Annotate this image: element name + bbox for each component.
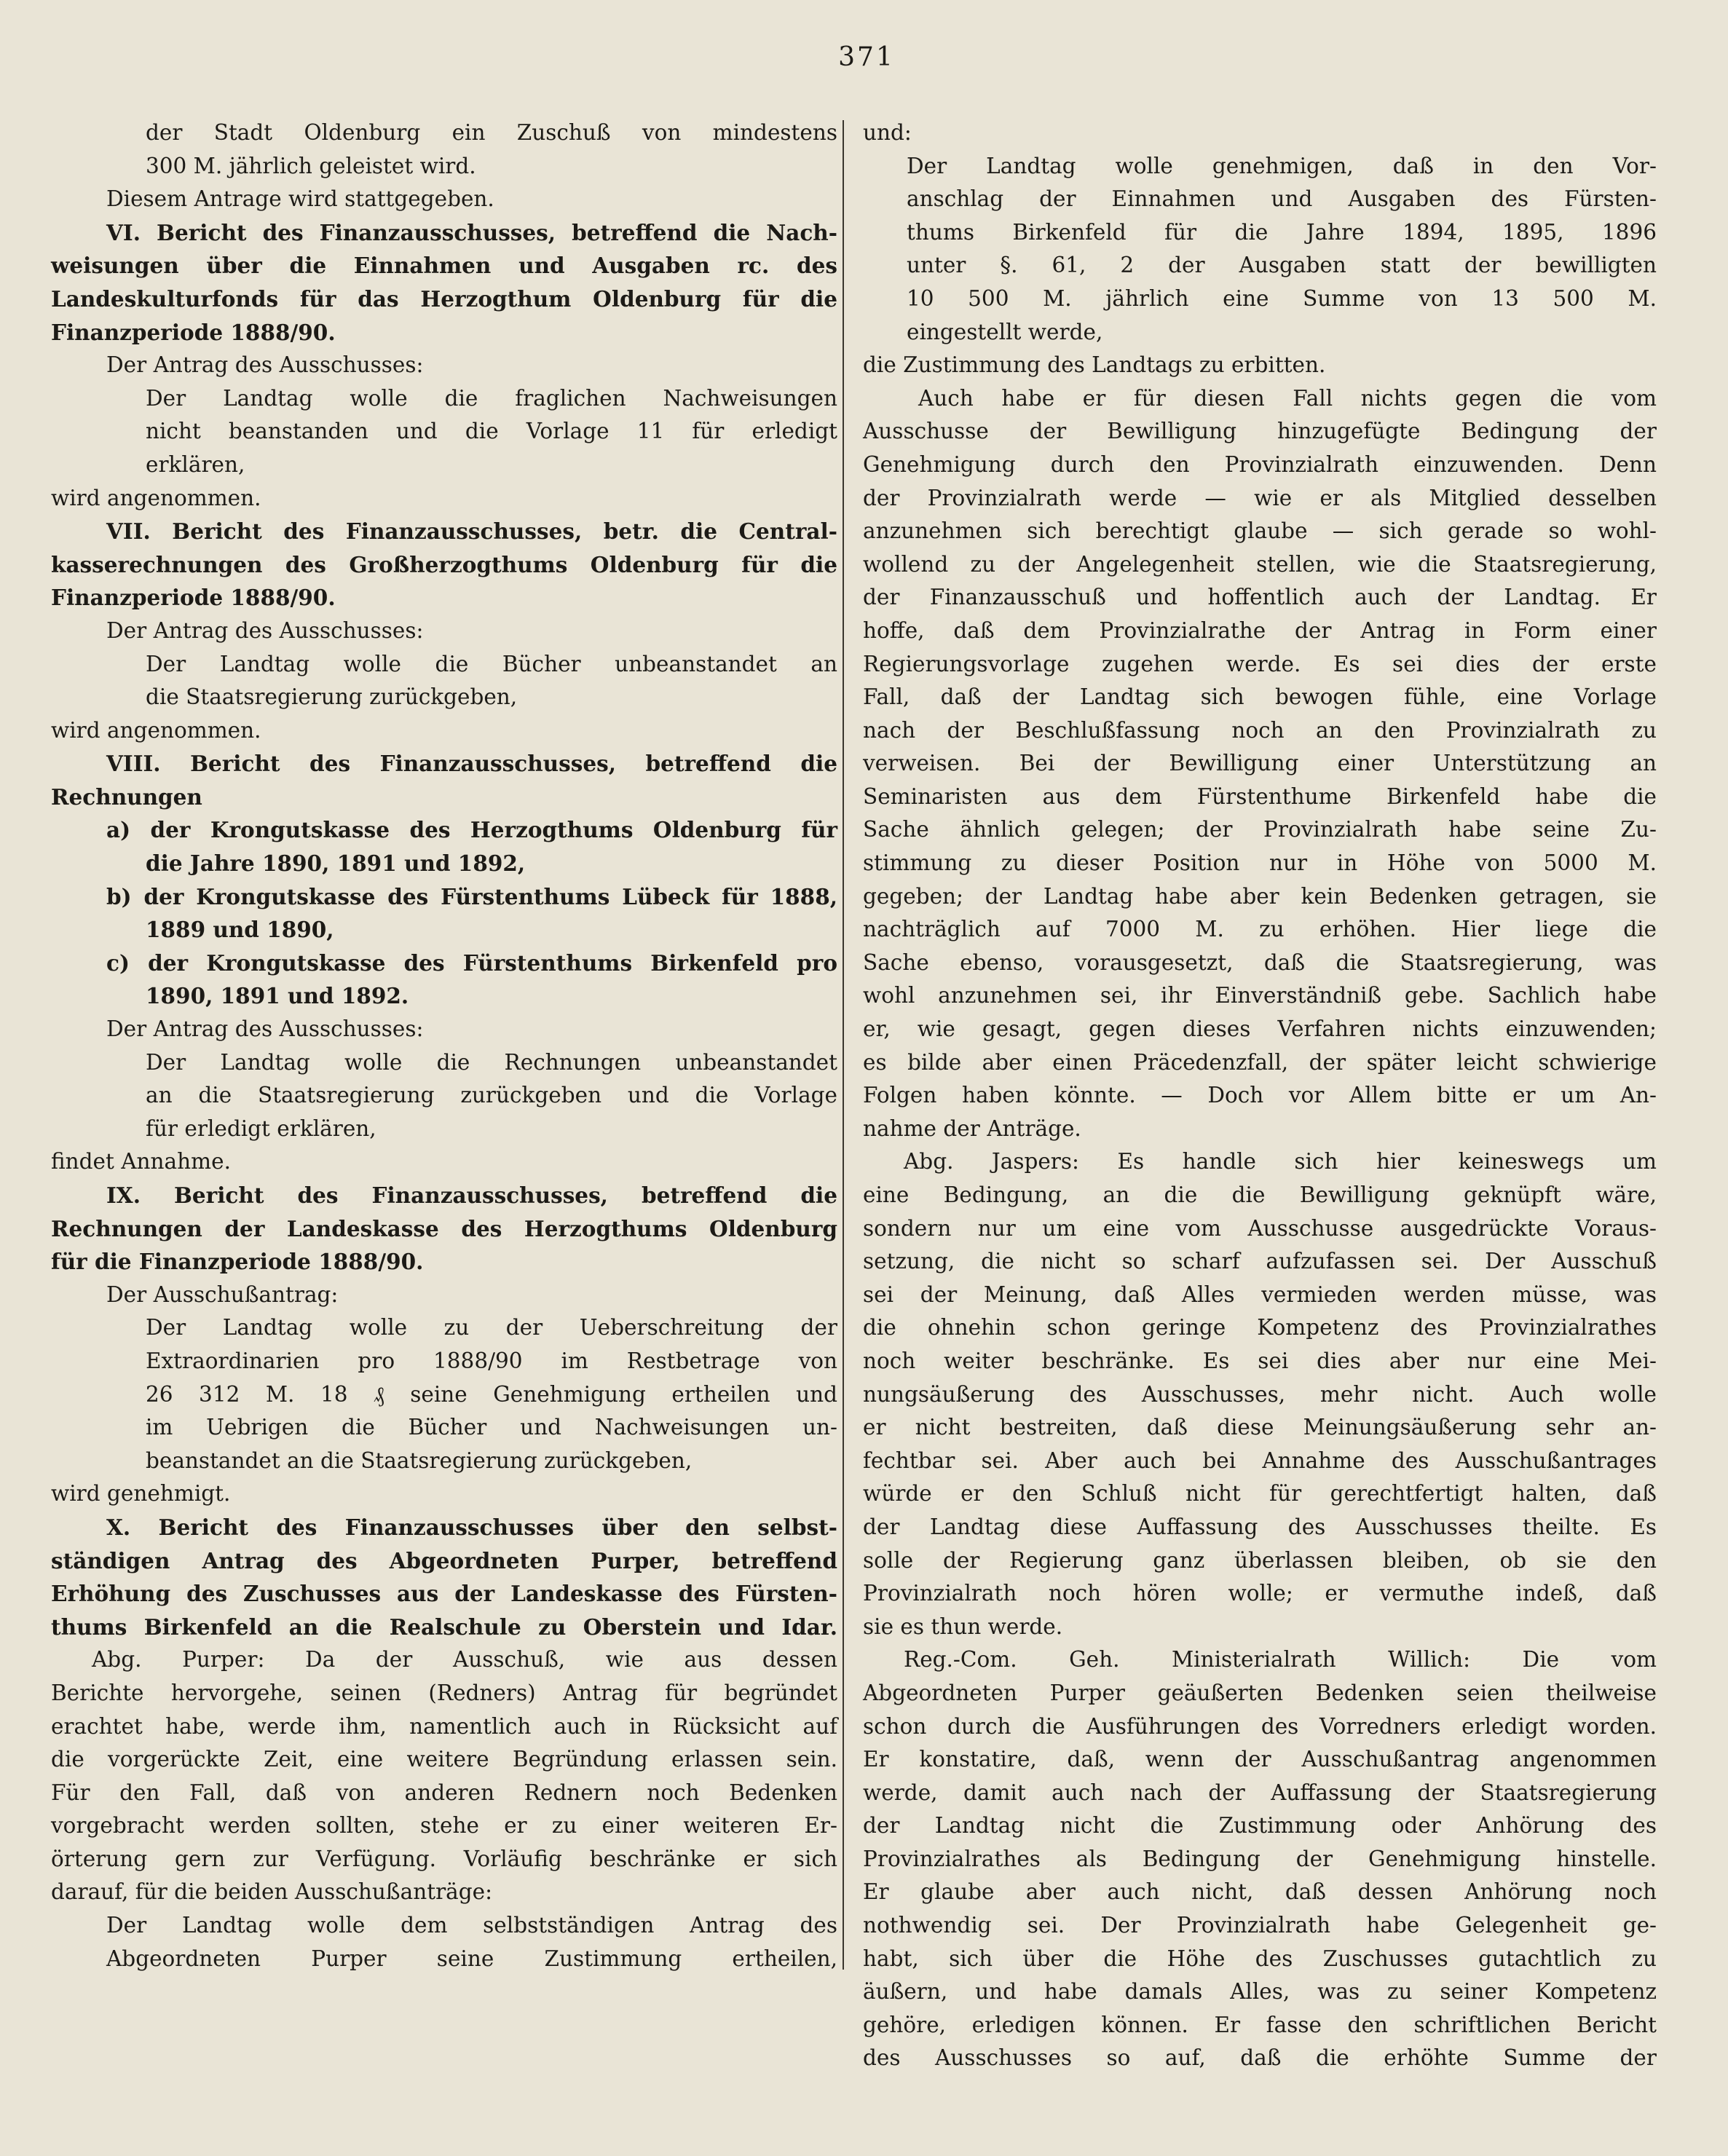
text-line: gehöre, erledigen können. Er fasse den schriftlichen Bericht bbox=[863, 2012, 1657, 2037]
text-line: 1889 und 1890, bbox=[146, 917, 334, 943]
text-line: für erledigt erklären, bbox=[146, 1115, 376, 1141]
text-line: es bilde aber einen Präcedenzfall, der später leicht schwierige bbox=[863, 1049, 1657, 1075]
text-line: Der Landtag wolle dem selbstständigen Antrag des bbox=[106, 1913, 837, 1938]
text-line: und: bbox=[863, 120, 912, 145]
text-line: c) der Krongutskasse des Fürstenthums Birkenfeld pro bbox=[106, 949, 837, 976]
text-line: Sache ebenso, vorausgesetzt, daß die Staatsregierung, was bbox=[863, 949, 1657, 975]
text-line: findet Annahme. bbox=[51, 1149, 231, 1174]
text-line: Der Antrag des Ausschusses: bbox=[106, 352, 424, 378]
text-line: erachtet habe, werde ihm, namentlich auch in Rücksicht auf bbox=[51, 1713, 837, 1739]
text-line: sie es thun werde. bbox=[863, 1614, 1063, 1639]
text-line: Auch habe er für diesen Fall nichts gegen die vom bbox=[918, 385, 1657, 411]
text-line: würde er den Schluß nicht für gerechtfertigt halten, daß bbox=[863, 1481, 1657, 1507]
text-line: die Zustimmung des Landtags zu erbitten. bbox=[863, 352, 1326, 378]
text-line: gegeben; der Landtag habe aber kein Bedenken getragen, sie bbox=[863, 883, 1657, 909]
text-line: Der Antrag des Ausschusses: bbox=[106, 617, 424, 643]
text-line: thums Birkenfeld an die Realschule zu Oberstein und Idar. bbox=[51, 1614, 837, 1640]
text-line: Abg. Jaspers: Es handle sich hier keineswegs um bbox=[904, 1149, 1657, 1174]
text-line: für die Finanzperiode 1888/90. bbox=[51, 1249, 424, 1275]
text-line: sei der Meinung, daß Alles vermieden werden müsse, was bbox=[863, 1282, 1657, 1307]
text-line: VI. Bericht des Finanzausschusses, betreffend die Nach- bbox=[106, 219, 837, 245]
text-line: er nicht bestreiten, daß diese Meinungsäußerung sehr an- bbox=[863, 1415, 1657, 1440]
text-line: Abgeordneten Purper geäußerten Bedenken seien theilweise bbox=[863, 1680, 1657, 1705]
text-line: Finanzperiode 1888/90. bbox=[51, 585, 336, 611]
text-line: anschlag der Einnahmen und Ausgaben des Fürsten- bbox=[907, 186, 1657, 212]
text-line: nahme der Anträge. bbox=[863, 1115, 1081, 1141]
text-line: wollend zu der Angelegenheit stellen, wie die Staatsregierung, bbox=[863, 551, 1657, 577]
text-line: beanstandet an die Staatsregierung zurückgeben, bbox=[146, 1448, 693, 1473]
text-line: des Ausschusses so auf, daß die erhöhte Summe der bbox=[863, 2045, 1657, 2071]
text-line: Er konstatire, daß, wenn der Ausschußantrag angenommen bbox=[863, 1747, 1657, 1772]
text-line: Abgeordneten Purper seine Zustimmung ertheilen, bbox=[106, 1946, 837, 1971]
text-line: an die Staatsregierung zurückgeben und die Vorlage bbox=[146, 1083, 837, 1108]
text-line: Er glaube aber auch nicht, daß dessen Anhörung noch bbox=[863, 1879, 1657, 1905]
text-line: die Staatsregierung zurückgeben, bbox=[146, 684, 518, 710]
text-line: weisungen über die Einnahmen und Ausgaben rc. des bbox=[51, 253, 837, 279]
text-line: Provinzialrathes als Bedingung der Genehmigung hinstelle. bbox=[863, 1846, 1657, 1871]
text-line: der Provinzialrath werde — wie er als Mitglied desselben bbox=[863, 485, 1657, 510]
text-line: Sache ähnlich gelegen; der Provinzialrath habe seine Zu- bbox=[863, 817, 1657, 842]
text-line: Regierungsvorlage zugehen werde. Es sei dies der erste bbox=[863, 651, 1657, 676]
text-line: Genehmigung durch den Provinzialrath einzuwenden. Denn bbox=[863, 451, 1657, 477]
text-line: Reg.-Com. Geh. Ministerialrath Willich: Die vom bbox=[904, 1647, 1657, 1673]
text-line: die vorgerückte Zeit, eine weitere Begründung erlassen sein. bbox=[51, 1747, 837, 1772]
text-line: darauf, für die beiden Ausschußanträge: bbox=[51, 1879, 493, 1905]
text-line: kasserechnungen des Großherzogthums Oldenburg für die bbox=[51, 551, 837, 577]
text-line: 26 312 M. 18 ₰ seine Genehmigung ertheilen und bbox=[146, 1381, 837, 1407]
text-line: wird genehmigt. bbox=[51, 1481, 231, 1507]
page-number: 371 bbox=[838, 42, 895, 72]
text-line: nungsäußerung des Ausschusses, mehr nicht. Auch wolle bbox=[863, 1381, 1657, 1407]
text-line: eingestellt werde, bbox=[907, 319, 1103, 344]
text-line: Erhöhung des Zuschusses aus der Landeskasse des Fürsten- bbox=[51, 1581, 837, 1607]
text-line: werde, damit auch nach der Auffassung der Staatsregierung bbox=[863, 1780, 1657, 1805]
text-line: der Landtag nicht die Zustimmung oder Anhörung des bbox=[863, 1813, 1657, 1839]
text-line: Abg. Purper: Da der Ausschuß, wie aus dessen bbox=[92, 1647, 837, 1673]
text-line: Finanzperiode 1888/90. bbox=[51, 319, 336, 345]
text-line: Der Landtag wolle zu der Ueberschreitung der bbox=[146, 1315, 837, 1340]
text-line: a) der Krongutskasse des Herzogthums Oldenburg für bbox=[106, 817, 837, 843]
text-line: erklären, bbox=[146, 451, 245, 477]
text-line: nicht beanstanden und die Vorlage 11 für erledigt bbox=[146, 419, 837, 444]
text-line: Folgen haben könnte. — Doch vor Allem bitte er um An- bbox=[863, 1083, 1657, 1108]
text-line: Diesem Antrage wird stattgegeben. bbox=[106, 186, 494, 212]
text-line: habt, sich über die Höhe des Zuschusses gutachtlich zu bbox=[863, 1946, 1657, 1971]
text-line: wird angenommen. bbox=[51, 717, 261, 743]
text-line: der Stadt Oldenburg ein Zuschuß von mindestens bbox=[146, 120, 837, 145]
text-line: Ausschusse der Bewilligung hinzugefügte Bedingung der bbox=[863, 419, 1657, 444]
text-line: Provinzialrath noch hören wolle; er vermuthe indeß, daß bbox=[863, 1581, 1657, 1606]
text-line: Der Antrag des Ausschusses: bbox=[106, 1016, 424, 1042]
text-line: schon durch die Ausführungen des Vorredners erledigt worden. bbox=[863, 1713, 1657, 1739]
text-line: Rechnungen der Landeskasse des Herzogthums Oldenburg bbox=[51, 1215, 837, 1241]
text-line: setzung, die nicht so scharf aufzufassen sei. Der Ausschuß bbox=[863, 1249, 1657, 1274]
text-line: im Uebrigen die Bücher und Nachweisungen un- bbox=[146, 1415, 837, 1440]
text-line: Der Landtag wolle genehmigen, daß in den Vor- bbox=[907, 153, 1657, 178]
text-line: verweisen. Bei der Bewilligung einer Unterstützung an bbox=[863, 751, 1657, 776]
text-line: örterung gern zur Verfügung. Vorläufig beschränke er sich bbox=[51, 1846, 837, 1871]
text-line: ständigen Antrag des Abgeordneten Purper, betreffend bbox=[51, 1547, 837, 1573]
text-line: wird angenommen. bbox=[51, 485, 261, 510]
text-line: sondern nur um eine vom Ausschusse ausgedrückte Voraus- bbox=[863, 1215, 1657, 1241]
text-line: X. Bericht des Finanzausschusses über den selbst- bbox=[106, 1514, 837, 1540]
text-line: Berichte hervorgehe, seinen (Redners) Antrag für begründet bbox=[51, 1680, 837, 1705]
text-line: Landeskulturfonds für das Herzogthum Oldenburg für die bbox=[51, 285, 837, 312]
text-line: stimmung zu dieser Position nur in Höhe von 5000 M. bbox=[863, 850, 1657, 876]
left-column bbox=[51, 117, 837, 1975]
text-line: 1890, 1891 und 1892. bbox=[146, 983, 409, 1009]
right-column bbox=[863, 117, 1657, 2075]
text-line: Der Ausschußantrag: bbox=[106, 1282, 339, 1307]
text-line: nachträglich auf 7000 M. zu erhöhen. Hier liege die bbox=[863, 917, 1657, 942]
text-line: 300 M. jährlich geleistet wird. bbox=[146, 153, 476, 178]
text-line: anzunehmen sich berechtigt glaube — sich gerade so wohl- bbox=[863, 518, 1657, 544]
text-line: fechtbar sei. Aber auch bei Annahme des Ausschußantrages bbox=[863, 1448, 1657, 1473]
text-line: Der Landtag wolle die Bücher unbeanstandet an bbox=[146, 651, 837, 676]
text-line: äußern, und habe damals Alles, was zu seiner Kompetenz bbox=[863, 1979, 1657, 2005]
text-line: Der Landtag wolle die Rechnungen unbeanstandet bbox=[146, 1049, 837, 1075]
text-line: Extraordinarien pro 1888/90 im Restbetrage von bbox=[146, 1348, 837, 1373]
text-line: Für den Fall, daß von anderen Rednern noch Bedenken bbox=[51, 1780, 837, 1805]
text-line: die ohnehin schon geringe Kompetenz des Provinzialrathes bbox=[863, 1315, 1657, 1340]
text-line: IX. Bericht des Finanzausschusses, betreffend die bbox=[106, 1182, 837, 1208]
text-line: der Landtag diese Auffassung des Ausschusses theilte. Es bbox=[863, 1514, 1657, 1539]
text-line: b) der Krongutskasse des Fürstenthums Lübeck für 1888, bbox=[106, 883, 837, 909]
text-line: nach der Beschlußfassung noch an den Provinzialrath zu bbox=[863, 717, 1657, 743]
text-line: noch weiter beschränke. Es sei dies aber nur eine Mei- bbox=[863, 1348, 1657, 1373]
text-line: VIII. Bericht des Finanzausschusses, betreffend die bbox=[106, 751, 837, 777]
text-line: er, wie gesagt, gegen dieses Verfahren nichts einzuwenden; bbox=[863, 1016, 1657, 1042]
text-line: eine Bedingung, an die die Bewilligung geknüpft wäre, bbox=[863, 1182, 1657, 1207]
text-line: VII. Bericht des Finanzausschusses, betr. die Central- bbox=[106, 518, 837, 545]
text-line: Der Landtag wolle die fraglichen Nachweisungen bbox=[146, 385, 837, 411]
text-line: der Finanzausschuß und hoffentlich auch der Landtag. Er bbox=[863, 585, 1657, 610]
text-line: thums Birkenfeld für die Jahre 1894, 1895, 1896 bbox=[907, 219, 1657, 245]
column-divider bbox=[843, 120, 844, 1970]
text-line: Seminaristen aus dem Fürstenthume Birkenfeld habe die bbox=[863, 783, 1657, 809]
text-line: Rechnungen bbox=[51, 783, 202, 810]
text-line: Fall, daß der Landtag sich bewogen fühle, eine Vorlage bbox=[863, 684, 1657, 710]
text-line: vorgebracht werden sollten, stehe er zu einer weiteren Er- bbox=[51, 1813, 837, 1839]
text-line: hoffe, daß dem Provinzialrathe der Antrag in Form einer bbox=[863, 617, 1657, 643]
text-line: solle der Regierung ganz überlassen bleiben, ob sie den bbox=[863, 1547, 1657, 1573]
text-line: die Jahre 1890, 1891 und 1892, bbox=[146, 850, 526, 877]
text-line: nothwendig sei. Der Provinzialrath habe Gelegenheit ge- bbox=[863, 1913, 1657, 1938]
text-line: unter §. 61, 2 der Ausgaben statt der bewilligten bbox=[907, 253, 1657, 278]
text-line: 10 500 M. jährlich eine Summe von 13 500 M. bbox=[907, 285, 1657, 311]
text-line: wohl anzunehmen sei, ihr Einverständniß gebe. Sachlich habe bbox=[863, 983, 1657, 1008]
